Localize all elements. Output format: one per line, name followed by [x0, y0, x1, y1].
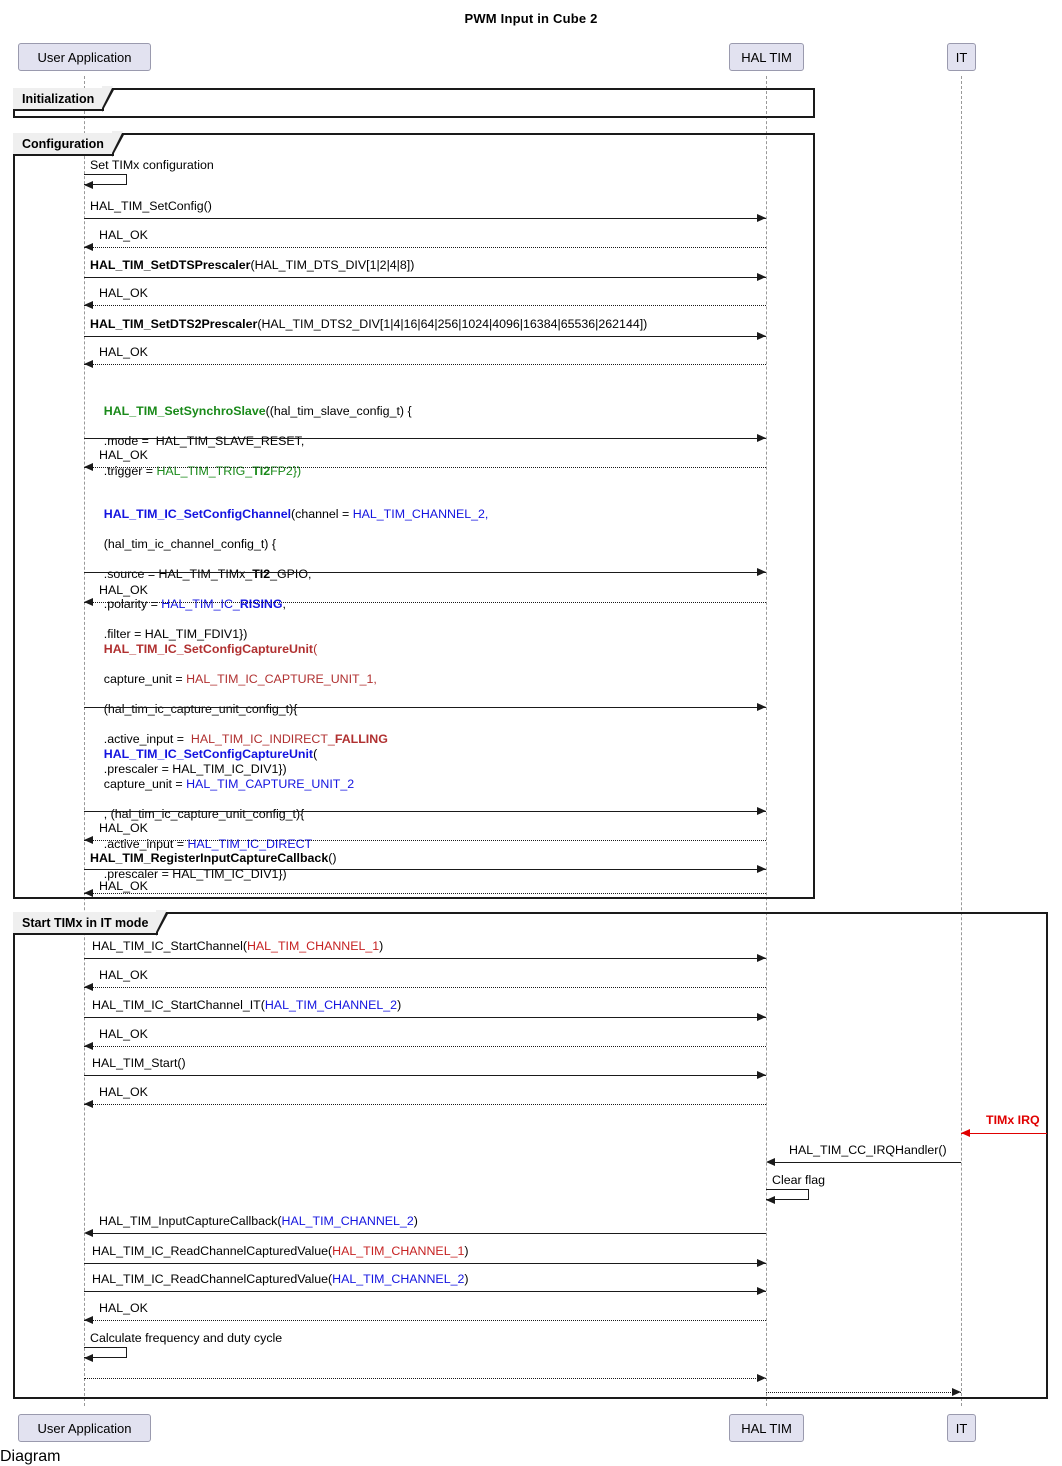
- line-hal-ok-9: [84, 1046, 766, 1047]
- participant-hal-tim-bottom[interactable]: [729, 1414, 804, 1442]
- fn-field-active-input-value: HAL_TIM_IC_DIRECT: [187, 837, 313, 851]
- frame-start-timx-in-it-mode-tab: [13, 912, 158, 935]
- fn-arg-capture-unit-value: HAL_TIM_IC_CAPTURE_UNIT_1,: [186, 672, 377, 686]
- arrowhead-hal-tim-setconfig: [757, 214, 766, 222]
- fn-close-paren: ): [379, 939, 384, 953]
- message-cc-irqhandler: HAL_TIM_CC_IRQHandler(): [789, 1143, 947, 1157]
- fn-struct-cast: (hal_tim_ic_capture_unit_config_t){: [103, 702, 298, 716]
- return-hal-ok-4: HAL_OK: [99, 448, 148, 462]
- participant-label: IT: [955, 1420, 968, 1436]
- arrowhead-ic-setconfigcaptureunit-2: [757, 807, 766, 815]
- arrowhead-timx-irq: [961, 1129, 970, 1137]
- frame-label: Configuration: [22, 136, 104, 151]
- fn-field-polarity-label: .polarity =: [103, 597, 162, 611]
- arrowhead-ic-startchannel-it-ch2: [757, 1013, 766, 1021]
- participant-user-application-top[interactable]: [18, 43, 151, 71]
- frame-label: Start TIMx in IT mode: [22, 915, 149, 930]
- arrowhead-hal-ok-10: [84, 1100, 93, 1108]
- arrowhead-ic-setconfigchannel: [757, 568, 766, 576]
- fn-arg-channel: HAL_TIM_CHANNEL_1: [246, 939, 380, 953]
- arrowhead-hal-ok-6: [84, 836, 93, 844]
- line-cc-irqhandler: [775, 1162, 961, 1163]
- message-ic-startchannel-it-ch2: [92, 998, 401, 1013]
- return-hal-ok-5: HAL_OK: [99, 583, 148, 597]
- line-register-input-capture-callback: [84, 869, 766, 870]
- fn-name: HAL_TIM_IC_SetConfigCaptureUnit: [103, 747, 314, 761]
- fn-arg-channel: HAL_TIM_CHANNEL_2: [281, 1214, 414, 1228]
- arrowhead-register-input-capture-callback: [757, 865, 766, 873]
- fn-struct-cast: (hal_tim_ic_channel_config_t) {: [103, 537, 276, 551]
- line-hal-ok-8: [84, 987, 766, 988]
- fn-close-paren: ): [413, 1214, 418, 1228]
- fn-args: (HAL_TIM_DTS_DIV[1|2|4|8]): [250, 258, 415, 272]
- fn-field-prescaler: .prescaler = HAL_TIM_IC_DIV1}): [103, 867, 287, 881]
- fn-field-mode: .mode = HAL_TIM_SLAVE_RESET,: [103, 434, 305, 448]
- message-read-captured-value-ch2: [92, 1272, 469, 1287]
- fn-field-active-input-label: .active_input =: [103, 732, 191, 746]
- fn-open-paren: (: [313, 642, 318, 656]
- active-input-falling: FALLING: [334, 732, 388, 746]
- line-ic-setconfigcaptureunit-2: [84, 811, 766, 812]
- fn-args: (): [328, 851, 337, 865]
- arrowhead-hal-ok-2: [84, 301, 93, 309]
- fn-name: HAL_TIM_RegisterInputCaptureCallback: [90, 851, 329, 865]
- message-ic-setconfigcaptureunit-2: [90, 732, 354, 897]
- polarity-comma: ,: [282, 597, 286, 611]
- fn-arg-capture-unit-value: HAL_TIM_CAPTURE_UNIT_2: [186, 777, 355, 791]
- arrowhead-hal-ok-9: [84, 1042, 93, 1050]
- arrow-selfcall-calculate: [84, 1354, 93, 1362]
- frame-initialization-tab: [13, 88, 104, 111]
- participant-label: HAL TIM: [741, 49, 792, 65]
- return-hal-ok-11: HAL_OK: [99, 1301, 148, 1315]
- fn-close-paren: ): [464, 1272, 469, 1286]
- fn-arg-capture-unit-label: capture_unit =: [103, 777, 187, 791]
- message-setdts2prescaler: [90, 317, 647, 332]
- line-hal-ok-2: [84, 305, 766, 306]
- arrowhead-hal-ok-7: [84, 889, 93, 897]
- fn-name: HAL_TIM_SetDTSPrescaler: [90, 258, 251, 272]
- message-register-input-capture-callback: [90, 851, 336, 866]
- message-read-captured-value-ch1: [92, 1244, 469, 1259]
- message-hal-tim-start: HAL_TIM_Start(): [92, 1056, 186, 1070]
- fn-field-prescaler: .prescaler = HAL_TIM_IC_DIV1}): [103, 762, 287, 776]
- line-hal-ok-4: [84, 467, 766, 468]
- arrowhead-setdtsprescaler: [757, 273, 766, 281]
- fn-arg-capture-unit-label: capture_unit =: [103, 672, 187, 686]
- arrowhead-hal-ok-3: [84, 360, 93, 368]
- fn-field-source-suffix: _GPIO,: [270, 567, 312, 581]
- message-setdtsprescaler: [90, 258, 414, 273]
- polarity-prefix: HAL_TIM_IC_: [161, 597, 240, 611]
- fn-arg-channel-value: HAL_TIM_CHANNEL_2,: [352, 507, 489, 521]
- arrowhead-read-captured-value-ch1: [757, 1259, 766, 1267]
- return-hal-ok-10: HAL_OK: [99, 1085, 148, 1099]
- return-hal-ok-9: HAL_OK: [99, 1027, 148, 1041]
- frame-configuration-tab: [13, 133, 114, 156]
- fn-name: HAL_TIM_IC_ReadChannelCapturedValue(: [92, 1272, 333, 1286]
- fn-field-polarity-value: [161, 597, 282, 611]
- fn-name: HAL_TIM_IC_StartChannel_IT(: [92, 998, 265, 1012]
- line-hal-ok-3: [84, 364, 766, 365]
- trigger-prefix: HAL_TIM_TRIG_: [156, 464, 253, 478]
- arrowhead-hal-ok-5: [84, 598, 93, 606]
- fn-name: HAL_TIM_SetDTS2Prescaler: [90, 317, 258, 331]
- fn-field-trigger-label: .trigger =: [103, 464, 157, 478]
- participant-label: IT: [955, 49, 968, 65]
- line-hal-ok-10: [84, 1104, 766, 1105]
- polarity-rising: RISING: [239, 597, 283, 611]
- message-timx-irq: TIMx IRQ: [986, 1113, 1040, 1127]
- fn-field-source-label: .source = HAL_TIM_TIMx_: [103, 567, 253, 581]
- line-hal-ok-5: [84, 602, 766, 603]
- return-hal-ok-7: HAL_OK: [99, 879, 148, 893]
- line-ic-setconfigchannel: [84, 572, 766, 573]
- active-input-prefix: HAL_TIM_IC_INDIRECT_: [190, 732, 335, 746]
- message-set-timx-configuration: Set TIMx configuration: [90, 158, 214, 172]
- return-hal-ok-1: HAL_OK: [99, 228, 148, 242]
- arrowhead-hal-ok-1: [84, 243, 93, 251]
- participant-hal-tim-top[interactable]: [729, 43, 804, 71]
- return-hal-ok-8: HAL_OK: [99, 968, 148, 982]
- participant-label: HAL TIM: [741, 1420, 792, 1436]
- line-read-captured-value-ch1: [84, 1263, 766, 1264]
- fn-field-source-ti2: TI2: [252, 567, 271, 581]
- line-hal-ok-6: [84, 840, 766, 841]
- fn-name: HAL_TIM_SetSynchroSlave: [103, 404, 266, 418]
- fn-name: HAL_TIM_IC_ReadChannelCapturedValue(: [92, 1244, 333, 1258]
- trigger-suffix: FP2}): [270, 464, 302, 478]
- arrowhead-input-capture-callback: [84, 1229, 93, 1237]
- arrowhead-cc-irqhandler: [766, 1158, 775, 1166]
- fn-field-filter: .filter = HAL_TIM_FDIV1}): [103, 627, 248, 641]
- fn-open-paren: (: [313, 747, 318, 761]
- fn-arg-channel: HAL_TIM_CHANNEL_2: [264, 998, 398, 1012]
- fn-name-wrap: [104, 747, 313, 761]
- message-clear-flag: Clear flag: [772, 1173, 826, 1187]
- line-timx-irq: [961, 1133, 1047, 1134]
- return-hal-ok-6: HAL_OK: [99, 821, 148, 835]
- frame-initialization: [13, 88, 815, 118]
- participant-it-bottom[interactable]: [947, 1414, 976, 1442]
- fn-name: HAL_TIM_IC_SetConfigCaptureUnit: [103, 642, 314, 656]
- line-input-capture-callback: [93, 1233, 766, 1234]
- frame-label: Initialization: [22, 91, 95, 106]
- fn-name-wrap: [104, 404, 266, 418]
- line-ic-setconfigcaptureunit-1: [84, 707, 766, 708]
- fn-name: HAL_TIM_IC_StartChannel(: [92, 939, 247, 953]
- arrow-selfcall-clear-flag: [766, 1196, 775, 1204]
- return-hal-ok-3: HAL_OK: [99, 345, 148, 359]
- line-hal-tim-setconfig: [84, 218, 766, 219]
- line-ic-startchannel-ch1: [84, 958, 766, 959]
- participant-label: User Application: [37, 49, 132, 65]
- return-hal-ok-2: HAL_OK: [99, 286, 148, 300]
- fn-name: HAL_TIM_IC_SetConfigChannel: [103, 507, 292, 521]
- page-title: PWM Input in Cube 2: [464, 11, 598, 26]
- participant-label: User Application: [37, 1420, 132, 1436]
- line-hal-ok-11: [84, 1320, 766, 1321]
- fn-args: (HAL_TIM_DTS2_DIV[1|4|16|64|256|1024|4096|16384|65536|262144]): [257, 317, 648, 331]
- fn-arg-channel-label: (channel =: [291, 507, 353, 521]
- message-hal-tim-setconfig: HAL_TIM_SetConfig(): [90, 199, 212, 213]
- arrowhead-hal-ok-8: [84, 983, 93, 991]
- trigger-ti2: TI2: [252, 464, 271, 478]
- fn-name: HAL_TIM_InputCaptureCallback(: [99, 1214, 282, 1228]
- line-hal-ok-1: [84, 247, 766, 248]
- message-input-capture-callback: [99, 1214, 418, 1229]
- line-setdtsprescaler: [84, 277, 766, 278]
- arrowhead-setdts2prescaler: [757, 332, 766, 340]
- fn-arg-channel: HAL_TIM_CHANNEL_2: [332, 1272, 465, 1286]
- fn-struct-cast: , (hal_tim_ic_capture_unit_config_t){: [103, 807, 305, 821]
- message-ic-startchannel-ch1: [92, 939, 383, 954]
- fn-close-paren: ): [464, 1244, 469, 1258]
- line-hal-tim-start: [84, 1075, 766, 1076]
- arrow-selfcall-set-timx-configuration: [84, 181, 93, 189]
- line-hal-ok-7: [84, 893, 766, 894]
- fn-arg-channel: HAL_TIM_CHANNEL_1: [332, 1244, 465, 1258]
- arrowhead-final-return-to-hal-tim: [757, 1374, 766, 1382]
- participant-it-top[interactable]: [947, 43, 976, 71]
- line-final-return-to-hal-tim: [84, 1378, 766, 1379]
- line-setdts2prescaler: [84, 336, 766, 337]
- fn-name-wrap: [104, 507, 291, 521]
- line-setsynchroslave: [84, 438, 766, 439]
- arrowhead-read-captured-value-ch2: [757, 1287, 766, 1295]
- message-calculate-frequency-duty-cycle: Calculate frequency and duty cycle: [90, 1331, 283, 1345]
- fn-close-paren: ): [397, 998, 402, 1012]
- message-setsynchroslave: [90, 389, 412, 494]
- arrowhead-hal-tim-start: [757, 1071, 766, 1079]
- line-final-return-to-it: [766, 1392, 961, 1393]
- fn-args: ((hal_tim_slave_config_t) {: [265, 404, 412, 418]
- line-read-captured-value-ch2: [84, 1291, 766, 1292]
- arrowhead-ic-startchannel-ch1: [757, 954, 766, 962]
- arrowhead-hal-ok-4: [84, 463, 93, 471]
- participant-user-application-bottom[interactable]: [18, 1414, 151, 1442]
- arrowhead-setsynchroslave: [757, 434, 766, 442]
- arrowhead-hal-ok-11: [84, 1316, 93, 1324]
- line-ic-startchannel-it-ch2: [84, 1017, 766, 1018]
- fn-field-active-input-label: .active_input =: [103, 837, 188, 851]
- arrowhead-final-return-to-it: [952, 1388, 961, 1396]
- arrowhead-ic-setconfigcaptureunit-1: [757, 703, 766, 711]
